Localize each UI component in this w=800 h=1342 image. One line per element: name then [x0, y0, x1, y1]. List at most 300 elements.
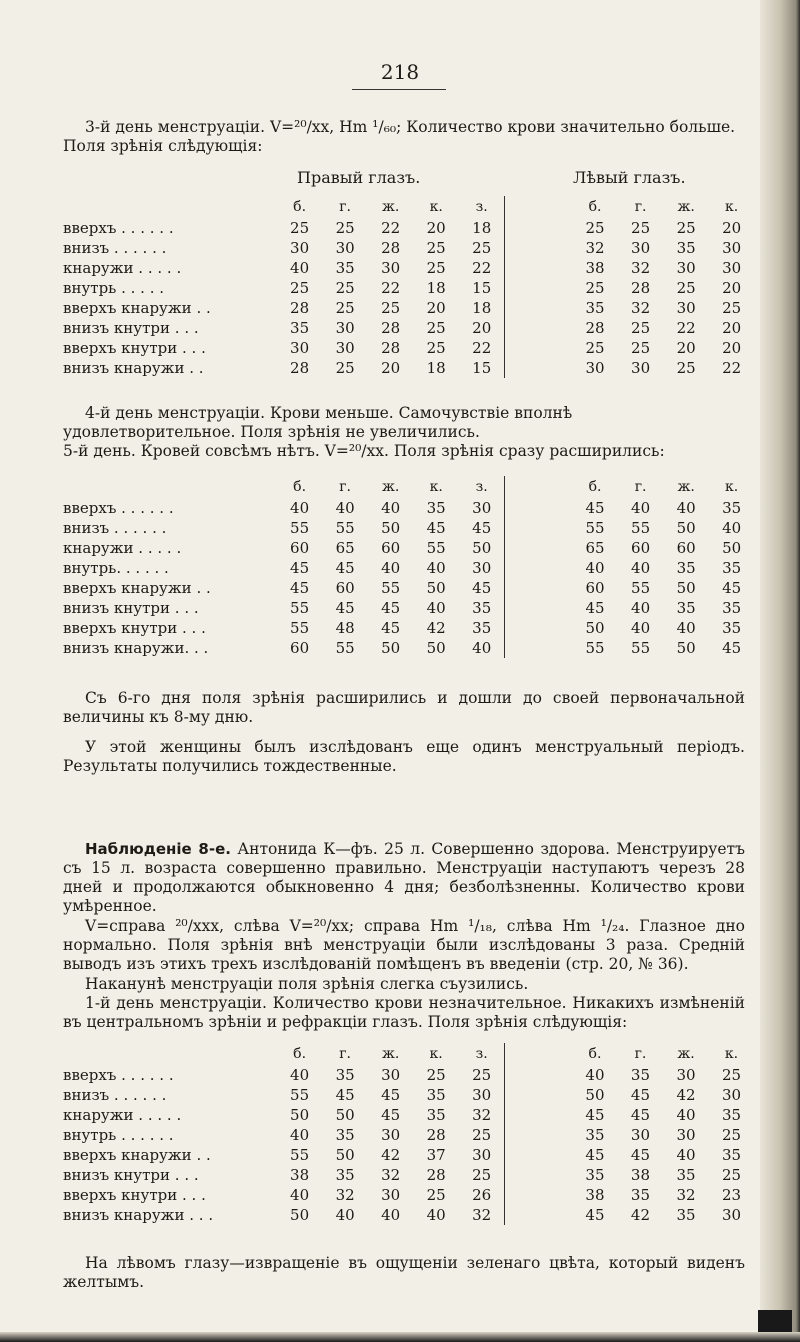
direction-label: внизъ кнаружи . . — [63, 359, 204, 377]
visual-field-table-obs8-day1 — [63, 1043, 800, 1225]
right-eye-value: 60 — [381, 539, 401, 557]
right-eye-value: 40 — [381, 1206, 401, 1224]
left-eye-value: 25 — [585, 219, 605, 237]
right-eye-value: 25 — [472, 1066, 492, 1084]
direction-label: вверхъ кнутри . . . — [63, 1186, 206, 1204]
right-eye-value: 40 — [290, 1066, 310, 1084]
observation-acuity-text: V=справа ²⁰/xxx, слѣва V=²⁰/xx; справа Hm ¹/₁₈, слѣва Hm ¹/₂₄. Глазное дно нормально. Поля зрѣнiя внѣ менструацiи были изслѣдованы 3 раза. Средній выводъ изъ этихъ трехъ изслѣдованiй помѣщенъ въ введенiи (стр. 20, № 36). — [63, 917, 745, 973]
right-eye-value: 40 — [290, 499, 310, 517]
left-eye-value: 40 — [676, 619, 696, 637]
right-eye-value: 45 — [472, 579, 492, 597]
column-header: ж. — [381, 1046, 400, 1062]
right-eye-value: 50 — [335, 1146, 355, 1164]
right-eye-value: 25 — [426, 259, 446, 277]
left-eye-value: 22 — [722, 359, 742, 377]
right-eye-value: 50 — [426, 579, 446, 597]
table-row — [63, 638, 800, 658]
column-header: ж. — [381, 479, 400, 495]
left-eye-value: 35 — [676, 1166, 696, 1184]
direction-label: внизъ кнутри . . . — [63, 319, 199, 337]
right-eye-value: 25 — [381, 299, 401, 317]
left-eye-value: 38 — [630, 1166, 651, 1184]
right-eye-value: 40 — [290, 1186, 310, 1204]
paragraph-day4 — [63, 404, 745, 442]
right-eye-value: 30 — [381, 1126, 401, 1144]
table-header-row — [63, 1043, 800, 1065]
right-eye-value: 45 — [290, 579, 310, 597]
table-header-row — [63, 476, 800, 498]
right-eye-value: 30 — [381, 1186, 401, 1204]
left-eye-value: 45 — [630, 1106, 651, 1124]
direction-label: вверхъ кнутри . . . — [63, 339, 206, 357]
right-eye-value: 30 — [381, 259, 401, 277]
right-eye-value: 18 — [472, 219, 492, 237]
table-row — [63, 618, 800, 638]
paragraph-color-perception-text: На лѣвомъ глазу—извращенiе въ ощущенiи зеленаго цвѣта, который виденъ желтымъ. — [63, 1254, 745, 1291]
right-eye-value: 35 — [426, 1106, 446, 1124]
left-eye-value: 35 — [722, 599, 742, 617]
right-eye-value: 35 — [335, 259, 355, 277]
paragraph-day6 — [63, 689, 745, 727]
table-row — [63, 218, 800, 238]
left-eye-value: 50 — [676, 519, 696, 537]
column-header: к. — [429, 479, 443, 495]
left-eye-value: 30 — [722, 259, 742, 277]
left-eye-value: 40 — [631, 619, 651, 637]
right-eye-value: 18 — [472, 299, 492, 317]
direction-label: вверхъ . . . . . . — [63, 219, 174, 237]
left-eye-value: 50 — [585, 1086, 605, 1104]
right-eye-value: 45 — [335, 1086, 355, 1104]
left-eye-value: 45 — [722, 639, 742, 657]
right-eye-value: 25 — [426, 239, 446, 257]
right-eye-value: 45 — [472, 519, 492, 537]
table-row — [63, 1205, 800, 1225]
page-number-rule — [352, 89, 446, 90]
left-eye-value: 35 — [676, 239, 696, 257]
right-eye-value: 45 — [426, 519, 446, 537]
column-header: к. — [429, 1046, 443, 1062]
right-eye-value: 40 — [381, 499, 401, 517]
column-header: з. — [475, 199, 488, 215]
right-eye-value: 30 — [335, 319, 355, 337]
right-eye-value: 55 — [290, 1146, 310, 1164]
right-eye-value: 40 — [335, 1206, 355, 1224]
right-eye-value: 25 — [335, 279, 355, 297]
left-eye-value: 25 — [676, 279, 696, 297]
right-eye-value: 40 — [290, 1126, 310, 1144]
right-eye-value: 35 — [335, 1066, 355, 1084]
right-eye-value: 50 — [290, 1206, 310, 1224]
paragraph-second-period-text: У этой женщины былъ изслѣдованъ еще одинъ менструальный перiодъ. Результаты получились тождественные. — [63, 738, 745, 775]
page-bottom-edge — [0, 1332, 800, 1342]
left-eye-value: 20 — [722, 219, 742, 237]
table-row — [63, 1145, 800, 1165]
right-eye-value: 25 — [426, 1066, 446, 1084]
right-eye-value: 28 — [381, 319, 401, 337]
left-eye-value: 20 — [722, 319, 742, 337]
table-row — [63, 558, 800, 578]
left-eye-value: 25 — [585, 339, 605, 357]
left-eye-value: 25 — [585, 279, 605, 297]
left-eye-value: 30 — [676, 1126, 696, 1144]
left-eye-value: 55 — [631, 579, 651, 597]
left-eye-value: 28 — [585, 319, 605, 337]
direction-label: кнаружи . . . . . — [63, 259, 182, 277]
table-row — [63, 538, 800, 558]
left-eye-value: 55 — [631, 519, 651, 537]
right-eye-value: 28 — [290, 359, 310, 377]
direction-label: внизъ . . . . . . — [63, 239, 167, 257]
right-eye-value: 30 — [335, 239, 355, 257]
paragraph-day4-text: 4-й день менструацiи. Крови меньше. Самочувствiе вполнѣ удовлетворительное. Поля зрѣнiя не увеличились. — [63, 404, 573, 441]
table-row — [63, 1125, 800, 1145]
right-eye-value: 55 — [426, 539, 446, 557]
right-eye-value: 25 — [472, 239, 492, 257]
column-header: г. — [339, 479, 352, 495]
table-row — [63, 1065, 800, 1085]
right-eye-value: 28 — [426, 1166, 446, 1184]
left-eye-value: 22 — [676, 319, 696, 337]
right-eye-value: 45 — [381, 1086, 401, 1104]
right-eye-value: 50 — [335, 1106, 355, 1124]
left-eye-value: 25 — [631, 319, 651, 337]
left-eye-value: 40 — [631, 499, 651, 517]
right-eye-value: 32 — [472, 1206, 492, 1224]
column-header: ж. — [381, 199, 400, 215]
right-eye-value: 30 — [472, 1086, 492, 1104]
right-eye-value: 42 — [426, 619, 446, 637]
right-eye-value: 30 — [381, 1066, 401, 1084]
left-eye-value: 35 — [722, 619, 742, 637]
table-row — [63, 298, 800, 318]
right-eye-value: 32 — [335, 1186, 355, 1204]
left-eye-value: 35 — [585, 1126, 605, 1144]
left-eye-value: 30 — [631, 239, 651, 257]
right-eye-value: 18 — [426, 359, 446, 377]
right-eye-value: 25 — [426, 339, 446, 357]
left-eye-value: 23 — [721, 1186, 742, 1204]
table-row — [63, 598, 800, 618]
right-eye-value: 40 — [335, 499, 355, 517]
left-eye-value: 35 — [630, 1066, 651, 1084]
right-eye-value: 50 — [426, 639, 446, 657]
left-eye-value: 55 — [585, 639, 605, 657]
right-eye-value: 25 — [290, 219, 310, 237]
visual-field-table-day5 — [63, 476, 800, 658]
left-eye-value: 45 — [585, 1206, 605, 1224]
right-eye-value: 22 — [472, 259, 492, 277]
left-eye-value: 45 — [585, 599, 605, 617]
visual-field-table-day3 — [63, 196, 800, 378]
right-eye-value: 35 — [472, 599, 492, 617]
right-eye-value: 40 — [472, 639, 492, 657]
right-eye-value: 45 — [381, 1106, 401, 1124]
right-eye-value: 60 — [335, 579, 355, 597]
direction-label: кнаружи . . . . . — [63, 539, 182, 557]
right-eye-value: 28 — [381, 339, 401, 357]
right-eye-value: 30 — [472, 1146, 492, 1164]
corner-stamp — [758, 1310, 792, 1332]
direction-label: вверхъ кнаружи . . — [63, 579, 211, 597]
column-header: г. — [634, 1046, 647, 1062]
left-eye-value: 40 — [676, 1106, 696, 1124]
observation-pre-menstruation-text: Наканунѣ менструацiи поля зрѣнiя слегка съузились. — [85, 975, 529, 993]
paragraph-second-period — [63, 738, 745, 776]
right-eye-value: 25 — [335, 219, 355, 237]
right-eye-value: 28 — [381, 239, 401, 257]
direction-label: внизъ . . . . . . — [63, 1086, 167, 1104]
right-eye-value: 50 — [381, 519, 401, 537]
left-eye-value: 40 — [676, 1146, 696, 1164]
right-eye-value: 42 — [381, 1146, 401, 1164]
left-eye-value: 20 — [676, 339, 696, 357]
left-eye-value: 35 — [676, 1206, 696, 1224]
right-eye-value: 45 — [290, 559, 310, 577]
paragraph-day5-text: 5-й день. Кровей совсѣмъ нѣтъ. V=²⁰/xx. Поля зрѣнiя сразу расширились: — [63, 442, 665, 460]
left-eye-value: 45 — [585, 1146, 605, 1164]
left-eye-value: 40 — [631, 599, 651, 617]
left-eye-value: 50 — [676, 579, 696, 597]
right-eye-value: 25 — [426, 319, 446, 337]
right-eye-value: 25 — [335, 359, 355, 377]
right-eye-value: 55 — [381, 579, 401, 597]
left-eye-value: 42 — [676, 1086, 696, 1104]
column-header: г. — [634, 479, 647, 495]
direction-label: внизъ кнутри . . . — [63, 599, 199, 617]
left-eye-value: 55 — [631, 639, 651, 657]
table-row — [63, 1085, 800, 1105]
column-header: к. — [429, 199, 443, 215]
table-row — [63, 358, 800, 378]
left-eye-value: 65 — [585, 539, 605, 557]
right-eye-value: 40 — [381, 559, 401, 577]
left-eye-value: 32 — [631, 299, 651, 317]
observation-title: Наблюденiе 8-е. — [85, 840, 231, 858]
table-row — [63, 258, 800, 278]
column-header: к. — [725, 479, 739, 495]
paragraph-day3-text: 3-й день менструацiи. V=²⁰/xx, Hm ¹/₆₀; Количество крови значительно больше. Поля зрѣнiя слѣдующiя: — [63, 118, 736, 155]
right-eye-value: 40 — [426, 1206, 446, 1224]
right-eye-value: 45 — [381, 619, 401, 637]
left-eye-value: 42 — [630, 1206, 651, 1224]
right-eye-value: 55 — [335, 519, 355, 537]
direction-label: внутрь . . . . . . — [63, 1126, 174, 1144]
column-header: б. — [293, 479, 307, 495]
observation-8 — [63, 840, 745, 916]
left-eye-value: 40 — [585, 1066, 605, 1084]
right-eye-value: 30 — [472, 559, 492, 577]
right-eye-value: 37 — [426, 1146, 446, 1164]
left-eye-value: 30 — [676, 1066, 696, 1084]
right-eye-value: 35 — [335, 1166, 355, 1184]
left-eye-heading: Лѣвый глазъ. — [573, 168, 686, 187]
right-eye-value: 15 — [472, 359, 492, 377]
left-eye-value: 25 — [721, 1126, 742, 1144]
left-eye-value: 40 — [722, 519, 742, 537]
left-eye-value: 38 — [585, 259, 605, 277]
observation-acuity — [63, 917, 745, 974]
left-eye-value: 60 — [631, 539, 651, 557]
left-eye-value: 35 — [721, 1146, 742, 1164]
right-eye-value: 50 — [381, 639, 401, 657]
left-eye-value: 32 — [585, 239, 605, 257]
right-eye-value: 22 — [472, 339, 492, 357]
column-header: б. — [588, 1046, 602, 1062]
left-eye-value: 35 — [630, 1186, 651, 1204]
left-eye-value: 45 — [630, 1146, 651, 1164]
direction-label: вверхъ кнаружи . . — [63, 1146, 211, 1164]
left-eye-value: 35 — [585, 1166, 605, 1184]
column-header: г. — [339, 1046, 352, 1062]
left-eye-value: 20 — [722, 279, 742, 297]
column-header: г. — [634, 199, 647, 215]
left-eye-value: 45 — [585, 499, 605, 517]
table-row — [63, 1105, 800, 1125]
left-eye-value: 25 — [631, 339, 651, 357]
left-eye-value: 32 — [676, 1186, 696, 1204]
left-eye-value: 38 — [585, 1186, 605, 1204]
right-eye-value: 35 — [426, 1086, 446, 1104]
right-eye-value: 30 — [290, 339, 310, 357]
left-eye-value: 25 — [676, 219, 696, 237]
direction-label: внизъ кнаружи. . . — [63, 639, 209, 657]
observation-8-text: Антонида К—фъ. 25 л. Совершенно здорова. Менструируетъ съ 15 л. возраста совершенно правильно. Менструацiи наступаютъ черезъ 28 дней и продолжаются обыкновенно 4 дня; безболѣзненны. Количество крови умѣренное. — [63, 840, 745, 915]
right-eye-value: 60 — [290, 539, 310, 557]
direction-label: кнаружи . . . . . — [63, 1106, 182, 1124]
left-eye-value: 55 — [585, 519, 605, 537]
direction-label: вверхъ кнаружи . . — [63, 299, 211, 317]
observation-day1 — [63, 994, 745, 1032]
table-row — [63, 238, 800, 258]
right-eye-value: 35 — [290, 319, 310, 337]
right-eye-value: 55 — [335, 639, 355, 657]
paragraph-day3 — [63, 118, 745, 156]
table-row — [63, 338, 800, 358]
right-eye-value: 35 — [472, 619, 492, 637]
direction-label: внизъ . . . . . . — [63, 519, 167, 537]
left-eye-value: 25 — [676, 359, 696, 377]
direction-label: вверхъ . . . . . . — [63, 499, 174, 517]
left-eye-value: 50 — [676, 639, 696, 657]
direction-label: внизъ кнутри . . . — [63, 1166, 199, 1184]
right-eye-value: 22 — [381, 219, 401, 237]
left-eye-value: 25 — [631, 219, 651, 237]
table-row — [63, 1185, 800, 1205]
right-eye-value: 20 — [472, 319, 492, 337]
right-eye-value: 30 — [290, 239, 310, 257]
table-row — [63, 1165, 800, 1185]
right-eye-value: 40 — [426, 599, 446, 617]
column-header: з. — [475, 479, 488, 495]
left-eye-value: 25 — [721, 1166, 742, 1184]
paragraph-day6-text: Съ 6-го дня поля зрѣнiя расширились и дошли до своей первоначальной величины къ 8-му дню. — [63, 689, 745, 726]
right-eye-value: 45 — [335, 559, 355, 577]
left-eye-value: 50 — [722, 539, 742, 557]
direction-label: вверхъ кнутри . . . — [63, 619, 206, 637]
left-eye-value: 40 — [631, 559, 651, 577]
right-eye-value: 40 — [290, 259, 310, 277]
left-eye-value: 30 — [585, 359, 605, 377]
left-eye-value: 35 — [676, 559, 696, 577]
direction-label: вверхъ . . . . . . — [63, 1066, 174, 1084]
table-row — [63, 278, 800, 298]
left-eye-value: 20 — [722, 339, 742, 357]
paragraph-day5 — [63, 442, 745, 461]
page-number: 218 — [380, 60, 420, 84]
direction-label: внутрь. . . . . . — [63, 559, 169, 577]
column-header: б. — [588, 479, 602, 495]
table-row — [63, 578, 800, 598]
right-eye-value: 55 — [290, 599, 310, 617]
left-eye-value: 35 — [721, 1106, 742, 1124]
table-row — [63, 498, 800, 518]
right-eye-value: 25 — [426, 1186, 446, 1204]
right-eye-value: 55 — [290, 1086, 310, 1104]
left-eye-value: 35 — [722, 559, 742, 577]
right-eye-value: 22 — [381, 279, 401, 297]
column-header: б. — [293, 1046, 307, 1062]
left-eye-value: 25 — [722, 299, 742, 317]
right-eye-value: 50 — [290, 1106, 310, 1124]
left-eye-value: 40 — [585, 559, 605, 577]
table-row — [63, 518, 800, 538]
direction-label: внизъ кнаружи . . . — [63, 1206, 214, 1224]
right-eye-heading: Правый глазъ. — [297, 168, 421, 187]
column-header: з. — [475, 1046, 488, 1062]
left-eye-value: 30 — [630, 1126, 651, 1144]
left-eye-value: 60 — [585, 579, 605, 597]
right-eye-value: 65 — [335, 539, 355, 557]
right-eye-value: 25 — [472, 1126, 492, 1144]
left-eye-value: 30 — [676, 259, 696, 277]
right-eye-value: 32 — [381, 1166, 401, 1184]
right-eye-value: 45 — [381, 599, 401, 617]
column-header: г. — [339, 199, 352, 215]
column-header: к. — [724, 1046, 739, 1062]
book-binding-edge — [760, 0, 800, 1342]
left-eye-value: 28 — [631, 279, 651, 297]
right-eye-value: 26 — [472, 1186, 492, 1204]
right-eye-value: 48 — [335, 619, 355, 637]
right-eye-value: 38 — [290, 1166, 310, 1184]
right-eye-value: 40 — [426, 559, 446, 577]
left-eye-value: 32 — [631, 259, 651, 277]
right-eye-value: 55 — [290, 519, 310, 537]
right-eye-value: 25 — [335, 299, 355, 317]
left-eye-value: 60 — [676, 539, 696, 557]
table-row — [63, 318, 800, 338]
column-header: ж. — [677, 1046, 695, 1062]
left-eye-value: 35 — [676, 599, 696, 617]
left-eye-value: 45 — [722, 579, 742, 597]
right-eye-value: 35 — [426, 499, 446, 517]
direction-label: внутрь . . . . . — [63, 279, 165, 297]
left-eye-value: 45 — [630, 1086, 651, 1104]
right-eye-value: 25 — [472, 1166, 492, 1184]
observation-pre-menstruation — [63, 975, 745, 994]
right-eye-value: 20 — [426, 219, 446, 237]
left-eye-value: 25 — [721, 1066, 742, 1084]
left-eye-value: 40 — [676, 499, 696, 517]
left-eye-value: 35 — [585, 299, 605, 317]
left-eye-value: 30 — [676, 299, 696, 317]
right-eye-value: 60 — [290, 639, 310, 657]
right-eye-value: 30 — [472, 499, 492, 517]
left-eye-value: 30 — [721, 1086, 742, 1104]
left-eye-value: 30 — [722, 239, 742, 257]
right-eye-value: 55 — [290, 619, 310, 637]
